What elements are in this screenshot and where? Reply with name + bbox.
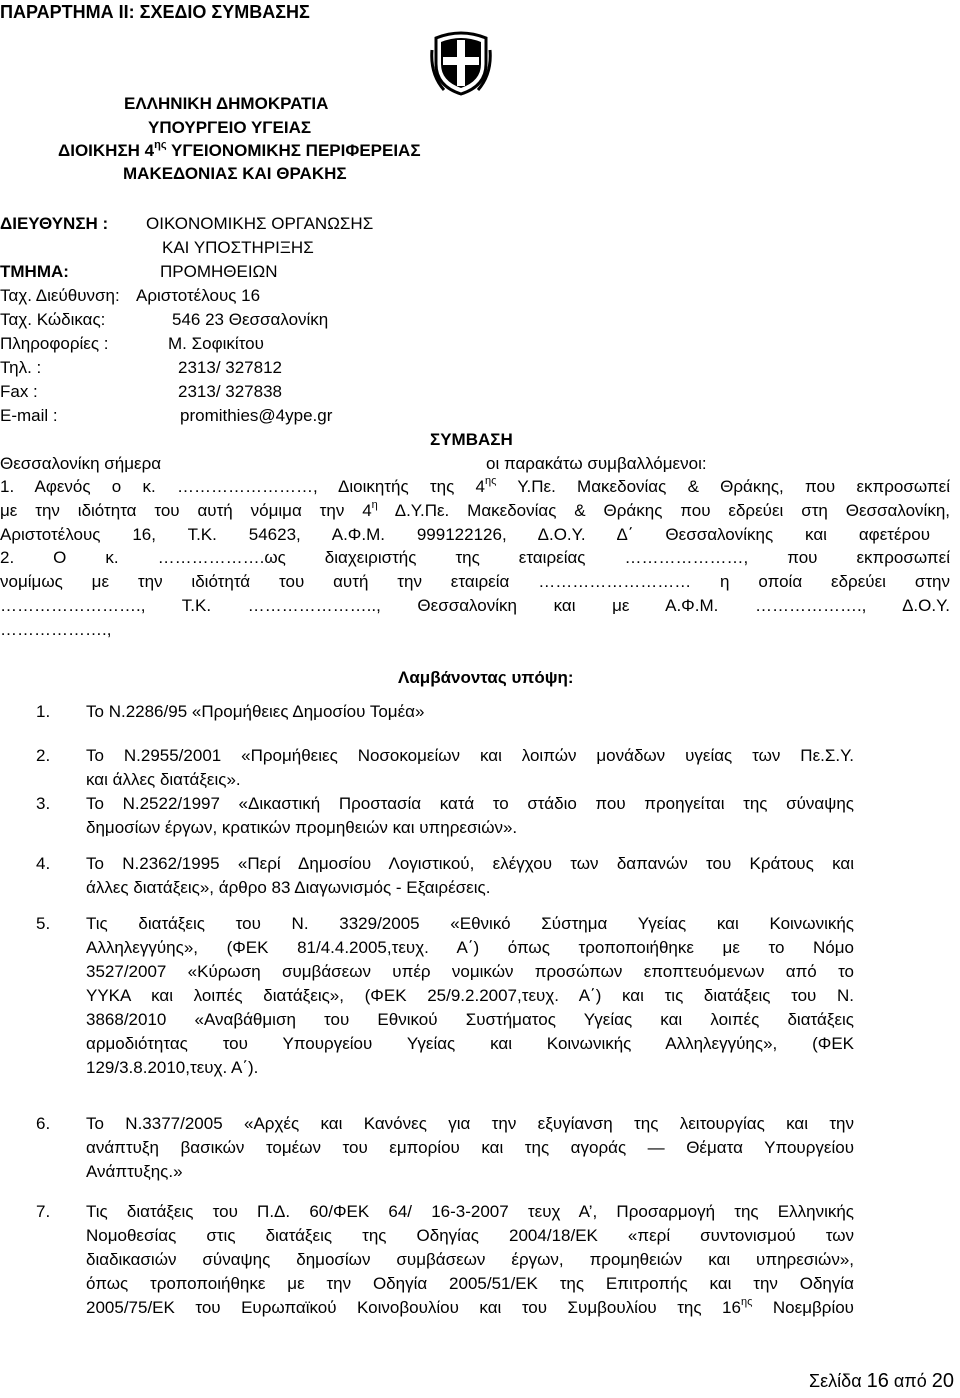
department-value: ΠΡΟΜΗΘΕΙΩΝ [160,262,278,281]
list-item [86,744,854,792]
department-label: ΤΜΗΜΑ: [0,262,69,281]
list-item-number: 7. [36,1202,51,1221]
list-item-line: Το Ν.2286/95 «Προμήθειες Δημοσίου Τομέα» [86,702,425,721]
party2-line-1: 2. Ο κ. ……………….ως διαχειριστής της εταιρείας …………………, που εκπροσωπεί [0,548,950,567]
list-item-line: άλλες διατάξεις», άρθρο 83 Διαγωνισμός - Εξαιρέσεις. [86,878,491,897]
info-label: Πληροφορίες : [0,334,109,353]
intro-left: Θεσσαλονίκη σήμερα [0,454,162,473]
list-item-line: Ανάπτυξης.» [86,1162,183,1181]
administration-heading: ΔΙΟΙΚΗΣΗ $4^{\eta\varsigma}$ ΥΓΕΙΟΝΟΜΙΚΗΣ ΠΕΡΙΦΕΡΕΙΑΣ [58,139,421,160]
directorate-value-1: ΟΙΚΟΝΟΜΙΚΗΣ ΟΡΓΑΝΩΣΗΣ [146,214,374,233]
republic-heading: ΕΛΛΗΝΙΚΗ ΔΗΜΟΚΡΑΤΙΑ [124,94,329,113]
list-item-line: Νομοθεσίας στις διατάξεις της Οδηγίας 2004/18/ΕΚ «περί συντονισμού των [86,1226,854,1245]
fax-label: Fax : [0,382,38,401]
list-item-line: Αλληλεγγύης», (ΦΕΚ 81/4.4.2005,τευχ. Α΄) όπως τροποποιήθηκε με το Νόμο [86,938,854,957]
list-item-number: 1. [36,702,51,721]
list-item-line: 3868/2010 «Αναβάθμιση του Εθνικού Συστήματος Υγείας και λοιπές διατάξεις [86,1010,854,1029]
list-item [86,700,854,724]
list-item-line: Τις διατάξεις του Ν. 3329/2005 «Εθνικό Σύστημα Υγείας και Κοινωνικής [86,914,854,933]
list-item-number: 6. [36,1114,51,1133]
party1-line-1: 1. Αφενός ο κ. ……………………, Διοικητής της $4^{\eta\varsigma}$ Υ.Πε. Μακεδονίας & Θράκης, που εκπροσωπεί [0,477,950,496]
list-item [86,792,854,840]
postcode-value: 546 23 Θεσσαλονίκη [172,310,329,329]
list-item [86,1200,854,1320]
greek-coat-of-arms-icon [430,30,492,96]
list-item-line: 3527/2007 «Κύρωση συμβάσεων υπέρ νομικών προσώπων εποπτευόμενων από το [86,962,854,981]
directorate-label: ΔΙΕΥΘΥΝΣΗ : [0,214,109,233]
address-value: Αριστοτέλους 16 [136,286,261,305]
region-heading: ΜΑΚΕΔΟΝΙΑΣ ΚΑΙ ΘΡΑΚΗΣ [123,164,347,183]
list-item-line: Τις διατάξεις του Π.Δ. 60/ΦΕΚ 64/ 16-3-2007 τευχ Α’, Προσαρμογή της Ελληνικής [86,1202,854,1221]
phone-label: Τηλ. : [0,358,42,377]
contract-title: ΣΥΜΒΑΣΗ [430,430,513,449]
list-item [86,912,854,1080]
list-item-number: 2. [36,746,51,765]
annex-title: ΠΑΡΑΡΤΗΜΑ ΙΙ: ΣΧΕΔΙΟ ΣΥΜΒΑΣΗΣ [0,2,310,22]
list-item-line: δημοσίων έργων, κρατικών προμηθειών και υπηρεσιών». [86,818,518,837]
list-item-line: Το Ν.2955/2001 «Προμήθειες Νοσοκομείων και λοιπών μονάδων υγείας των Πε.Σ.Υ. [86,746,854,765]
list-item-line: 2005/75/ΕΚ του Ευρωπαϊκού Κοινοβουλίου και του Συμβουλίου της $16^{\eta\varsigma}$ Νοεμβρίου [86,1296,854,1317]
party1-line-3: Αριστοτέλους 16, Τ.Κ. 54623, Α.Φ.Μ. 999122126, Δ.Ο.Υ. Δ΄ Θεσσαλονίκης και αφετέρου [0,525,930,544]
party2-line-4: ………………., [0,620,112,639]
list-item-number: 4. [36,854,51,873]
postcode-label: Ταχ. Κώδικας: [0,310,106,329]
list-item-number: 5. [36,914,51,933]
fax-value: 2313/ 327838 [178,382,282,401]
party2-line-2: νομίμως με την ιδιότητά του αυτή την εταιρεία ……………………… η οποία εδρεύει στην [0,572,950,591]
email-value: promithies@4ype.gr [180,406,333,425]
list-item-line: ανάπτυξη βασικών τομέων του εμπορίου και της αγοράς — Θέματα Υπουργείου [86,1138,854,1157]
page-footer: Σελίδα 16 από 20 [809,1370,954,1392]
email-label: E-mail : [0,406,58,425]
list-item-line: 129/3.8.2010,τευχ. Α΄). [86,1058,259,1077]
list-item-line: όπως τροποποιήθηκε με την Οδηγία 2005/51/ΕΚ της Επιτροπής και την Οδηγία [86,1274,854,1293]
phone-value: 2313/ 327812 [178,358,282,377]
directorate-value-2: ΚΑΙ ΥΠΟΣΤΗΡΙΞΗΣ [162,238,314,257]
list-item-line: και άλλες διατάξεις». [86,770,241,789]
address-label: Ταχ. Διεύθυνση: [0,286,120,305]
list-item-number: 3. [36,794,51,813]
list-item-line: ΥΥΚΑ και λοιπές διατάξεις», (ΦΕΚ 25/9.2.2007,τευχ. Α΄) και τις διατάξεις του Ν. [86,986,854,1005]
list-item [86,852,854,900]
party1-line-2: με την ιδιότητα του αυτή νόμιμα την $4^\eta$ Δ.Υ.Πε. Μακεδονίας & Θράκης που εδρεύει στη Θεσσαλονίκη, [0,501,950,520]
party2-line-3: ……………………., Τ.Κ. ………………….., Θεσσαλονίκη και με Α.Φ.Μ. ………………., Δ.Ο.Υ. [0,596,950,615]
list-item-line: Το Ν.2522/1997 «Δικαστική Προστασία κατά το στάδιο που προηγείται της σύναψης [86,794,854,813]
ministry-heading: ΥΠΟΥΡΓΕΙΟ ΥΓΕΙΑΣ [148,118,312,137]
info-value: Μ. Σοφικίτου [168,334,264,353]
intro-right: οι παρακάτω συμβαλλόμενοι: [486,454,707,473]
list-item-line: Το Ν.2362/1995 «Περί Δημοσίου Λογιστικού, ελέγχου των δαπανών του Κράτους και [86,854,854,873]
list-item-line: Το Ν.3377/2005 «Αρχές και Κανόνες για την εξυγίανση της λειτουργίας και την [86,1114,854,1133]
list-item [86,1112,854,1184]
list-item-line: διαδικασιών σύναψης δημοσίων συμβάσεων έργων, προμηθειών και υπηρεσιών», [86,1250,854,1269]
considering-title: Λαμβάνοντας υπόψη: [398,668,574,687]
list-item-line: αρμοδιότητας του Υπουργείου Υγείας και Κοινωνικής Αλληλεγγύης», (ΦΕΚ [86,1034,854,1053]
